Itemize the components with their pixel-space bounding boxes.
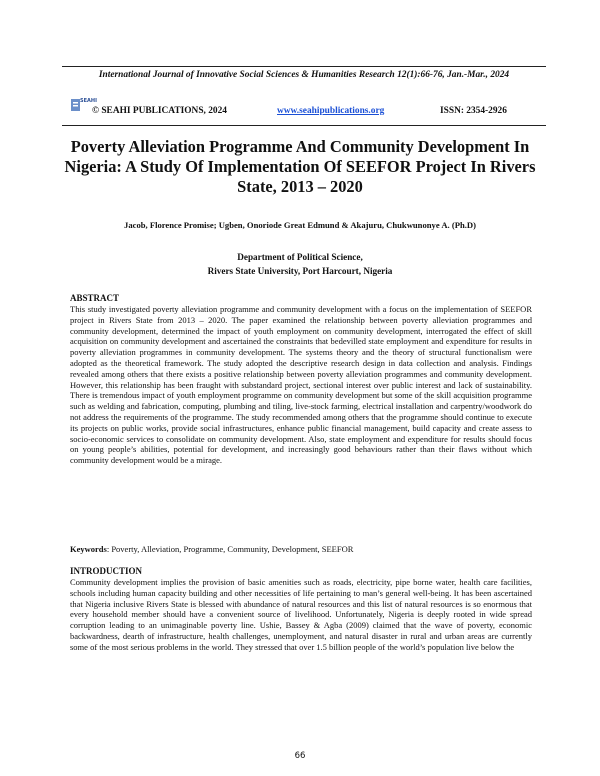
abstract-text: This study investigated poverty alleviation programme and community development with a focus on the implementation of SEEFOR project in Rivers State from 2013 – 2020. The paper examined the relationship between poverty alleviation programmes and community development, determined the impact of youth employment on community development, interrogated the effect of skill acquisition on community development and ascertained the constraints that bedevilled state employment and expenditure for results in poverty alleviation programmes in community development. The systems theory and the theory of structural functionalism were adopted as the theoretical framework. The study adopted the descriptive research design in data collection and analysis. Findings revealed among others that there exists a positive relationship between poverty alleviation programmes and community development. However, this relationship has been fraught with substandard project, sectional interest over public interest and lack of sustainability. There is tremendous impact of youth employment programme on community development but some of the skill acquisition programme such as welding and fabrication, computing, plumbing and tiling, live-stock farming, electrical installation and carpentry/woodwork do not address the requirements of the programme. The study recommended among others that the programme should continue to execute its projects on public works, provide social infrastructures, enhance public financial management, build capacity and create assess to socio-economic services to consolidate on community development. Also, state employment and expenditure for results should focus on young people’s abilities, potential for development, and increasingly good behaviours rather than their flaws without which community development would be a mirage. <box>70 304 532 466</box>
publisher-logo-icon <box>70 93 97 115</box>
website-link[interactable]: www.seahipublications.org <box>277 106 385 116</box>
affiliation-department: Department of Political Science, <box>237 252 363 262</box>
keywords-values: : Poverty, Alleviation, Programme, Community, Development, SEEFOR <box>106 544 354 554</box>
affiliation <box>60 250 540 278</box>
journal-citation: International Journal of Innovative Social Sciences & Humanities Research 12(1):66-76, Jan.-Mar., 2024 <box>98 70 510 80</box>
issn-text: ISSN: 2354-2926 <box>440 106 507 116</box>
copyright-text: © SEAHI PUBLICATIONS, 2024 <box>92 106 227 116</box>
introduction-heading: INTRODUCTION <box>70 566 143 576</box>
publisher-logo-text: SEAHI <box>80 98 97 104</box>
affiliation-institution: Rivers State University, Port Harcourt, Nigeria <box>207 266 393 276</box>
keywords-line <box>70 544 532 554</box>
keywords-label: Keywords <box>70 544 107 554</box>
author-list: Jacob, Florence Promise; Ugben, Onoriode Great Edmund & Akajuru, Chukwunonye A. (Ph.D) <box>124 220 476 230</box>
paper-title: Poverty Alleviation Programme And Community Development In Nigeria: A Study Of Implementation Of SEEFOR Project In Rivers State, 2013 – 2020 <box>64 137 536 196</box>
publisher-row <box>62 98 546 121</box>
journal-header <box>62 66 546 126</box>
page-number: 66 <box>294 751 306 761</box>
introduction-text: Community development implies the provision of basic amenities such as roads, electricity, pipe borne water, health care facilities, schools including human capacity building and other necessities of life pertaining to man’s general well-being. It has been ascertained that Nigeria inclusive Rivers State is blessed with abundance of natural resources and this list of natural resources is so enormous that every household member should have a convenient source of livelihood. Unfortunately, Nigeria is deeply rooted in wide spread corruption leading to an unimaginable poverty line. Ushie, Bassey & Agba (2009) claimed that the wave of poverty, economic backwardness, dearth of infrastructure, health challenges, unemployment, and natural disaster in rural and urban areas are currently some of the most serious problems in the world. They stressed that over 1.5 billion people of the world’s population live below the <box>70 577 532 652</box>
abstract-heading: ABSTRACT <box>70 293 120 303</box>
